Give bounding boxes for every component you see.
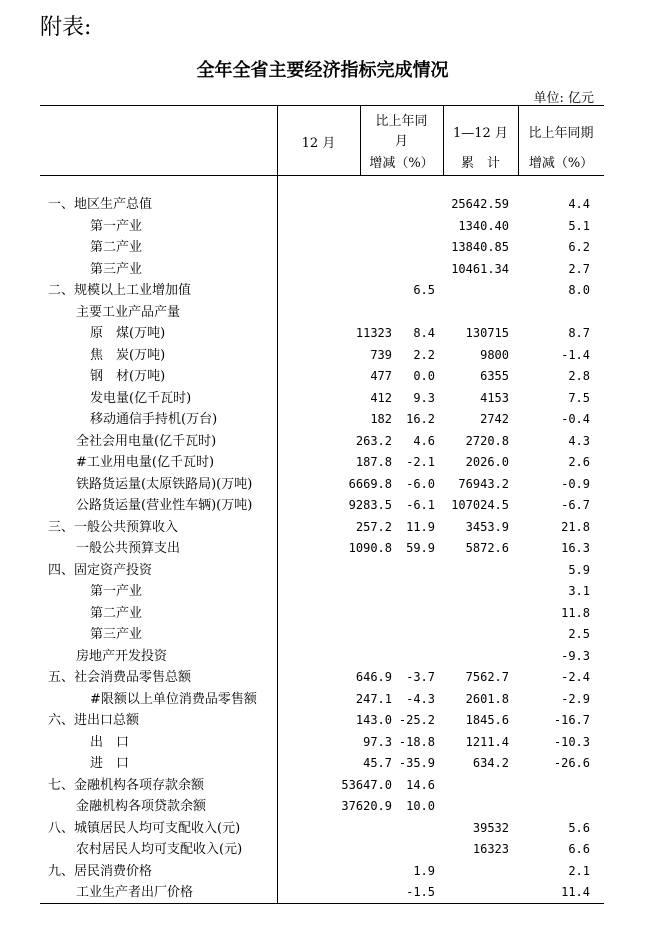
cell-cumulative-change: 5.9 — [568, 562, 590, 577]
header-month: 12 月 — [301, 136, 336, 151]
cell-cumulative: 2026.0 — [465, 455, 509, 469]
cell-month-change: 2.2 — [413, 347, 435, 362]
cell-month: 6669.8 — [348, 476, 392, 491]
row-label: #限额以上单位消费品零售额 — [90, 691, 257, 707]
row-label: 二、规模以上工业增加值 — [48, 283, 192, 298]
table-row — [40, 302, 604, 324]
cell-month-change: -35.9 — [398, 756, 435, 770]
cell-month: 412 — [370, 390, 392, 405]
appendix-label: 附表: — [40, 15, 92, 40]
row-label: 铁路货运量(太原铁路局)(万吨) — [76, 476, 253, 492]
cell-month: 53647.0 — [341, 777, 392, 792]
cell-cumulative-change: 2.1 — [568, 863, 590, 878]
cell-cumulative: 2742 — [480, 412, 509, 426]
cell-cumulative-change: -16.7 — [553, 713, 590, 727]
row-label: 农村居民人均可支配收入(元) — [76, 842, 243, 857]
header-cumulative: 1—12 月 — [453, 126, 508, 141]
row-label: 第一产业 — [90, 584, 143, 599]
row-label: 九、居民消费价格 — [48, 863, 153, 879]
cell-month-change: -3.7 — [406, 670, 435, 684]
table-row — [40, 345, 604, 367]
indicator-table-body — [40, 194, 604, 904]
cell-month-change: -25.2 — [398, 713, 435, 727]
cell-cumulative: 25642.59 — [451, 197, 509, 211]
cell-month: 187.8 — [355, 455, 392, 469]
table-top-rule — [40, 105, 604, 106]
row-label: 工业生产者出厂价格 — [76, 885, 194, 900]
unit-label: 单位: 亿元 — [533, 91, 594, 106]
cell-cumulative-change: 8.0 — [568, 283, 590, 297]
cell-cumulative: 107024.5 — [451, 498, 509, 512]
cell-month: 37620.9 — [341, 799, 392, 813]
table-row — [40, 538, 604, 560]
header-cumulative-change-unit: 增减（%） — [528, 156, 594, 171]
row-label: 第二产业 — [90, 240, 143, 255]
table-row — [40, 624, 604, 646]
cell-cumulative-change: 7.5 — [568, 390, 590, 405]
cell-month-change: 8.4 — [413, 326, 435, 340]
cell-cumulative-change: 5.1 — [568, 218, 590, 233]
row-label: 五、社会消费品零售总额 — [48, 670, 192, 685]
table-row — [40, 474, 604, 496]
cell-cumulative-change: 4.4 — [568, 197, 590, 211]
cell-month-change: -18.8 — [398, 734, 435, 749]
table-row — [40, 775, 604, 797]
cell-cumulative-change: 2.8 — [568, 369, 590, 383]
row-label: 四、固定资产投资 — [48, 562, 153, 578]
table-row — [40, 689, 604, 711]
cell-cumulative: 1845.6 — [465, 713, 509, 727]
cell-month: 646.9 — [355, 670, 392, 684]
cell-month: 257.2 — [355, 519, 392, 534]
cell-cumulative-change: -2.9 — [561, 691, 590, 706]
cell-month-change: 16.2 — [406, 412, 435, 426]
row-label: #工业用电量(亿千瓦时) — [76, 455, 215, 470]
cell-cumulative: 5872.6 — [465, 541, 509, 555]
cell-month-change: 4.6 — [413, 433, 435, 448]
cell-cumulative-change: -1.4 — [561, 347, 590, 362]
cell-month-change: -2.1 — [406, 455, 435, 469]
table-row — [40, 667, 604, 689]
header-cumulative-sub: 累 计 — [460, 156, 500, 171]
table-row — [40, 495, 604, 517]
cell-month: 263.2 — [355, 433, 392, 448]
row-label: 钢 材(万吨) — [90, 369, 166, 384]
cell-cumulative: 1211.4 — [465, 734, 509, 749]
cell-cumulative-change: 21.8 — [561, 519, 590, 534]
table-row — [40, 603, 604, 625]
row-label: 原 煤(万吨) — [90, 326, 166, 341]
table-row — [40, 560, 604, 582]
cell-cumulative-change: -0.4 — [561, 412, 590, 426]
cell-cumulative: 16323 — [472, 842, 509, 856]
cell-month-change: 59.9 — [406, 541, 435, 555]
cell-cumulative-change: 5.6 — [568, 820, 590, 835]
table-row — [40, 861, 604, 883]
table-row — [40, 796, 604, 818]
cell-month-change: -4.3 — [406, 691, 435, 706]
row-label: 八、城镇居民人均可支配收入(元) — [48, 820, 241, 836]
row-label: 进 口 — [90, 756, 130, 771]
row-label: 移动通信手持机(万台) — [90, 412, 218, 427]
cell-cumulative-change: 2.5 — [568, 627, 590, 641]
cell-cumulative-change: 16.3 — [561, 541, 590, 555]
row-label: 七、金融机构各项存款余额 — [48, 777, 205, 793]
cell-cumulative: 1340.40 — [458, 218, 509, 233]
cell-cumulative-change: -9.3 — [561, 648, 590, 663]
cell-month: 477 — [370, 369, 392, 383]
row-label: 第二产业 — [90, 605, 143, 621]
cell-cumulative-change: -6.7 — [561, 498, 590, 512]
row-label: 公路货运量(营业性车辆)(万吨) — [76, 498, 253, 513]
table-row — [40, 280, 604, 302]
table-row — [40, 409, 604, 431]
row-label: 第三产业 — [90, 627, 143, 642]
table-header-rule — [40, 175, 604, 176]
cell-cumulative: 9800 — [480, 347, 509, 362]
row-label: 一般公共预算支出 — [76, 541, 181, 556]
table-row — [40, 839, 604, 861]
table-row — [40, 581, 604, 603]
cell-month-change: 6.5 — [413, 283, 435, 297]
table-row — [40, 753, 604, 775]
cell-month: 11323 — [355, 326, 392, 340]
cell-month-change: 1.9 — [413, 863, 435, 878]
cell-month: 97.3 — [363, 734, 392, 749]
cell-cumulative-change: 11.4 — [561, 885, 590, 899]
table-row — [40, 259, 604, 281]
cell-cumulative: 2720.8 — [465, 433, 509, 448]
row-label: 第三产业 — [90, 261, 143, 277]
cell-cumulative: 39532 — [472, 820, 509, 835]
cell-cumulative-change: -26.6 — [553, 756, 590, 770]
cell-cumulative-change: 6.6 — [568, 842, 590, 856]
table-row — [40, 517, 604, 539]
row-label: 金融机构各项贷款余额 — [76, 799, 207, 814]
header-month-change-unit: 增减（%） — [369, 156, 434, 171]
cell-cumulative: 10461.34 — [451, 261, 509, 276]
row-label: 三、一般公共预算收入 — [48, 519, 179, 535]
cell-cumulative-change: -2.4 — [561, 670, 590, 684]
cell-cumulative-change: 2.7 — [568, 261, 590, 276]
row-label: 六、进出口总额 — [48, 713, 140, 728]
row-label: 出 口 — [90, 734, 130, 750]
cell-month: 1090.8 — [348, 541, 392, 555]
cell-cumulative-change: 8.7 — [568, 326, 590, 340]
table-row — [40, 710, 604, 732]
cell-cumulative: 2601.8 — [465, 691, 509, 706]
cell-cumulative: 3453.9 — [465, 519, 509, 534]
table-row — [40, 216, 604, 238]
cell-cumulative: 6355 — [480, 369, 509, 383]
cell-month-change: 11.9 — [406, 519, 435, 534]
cell-cumulative: 130715 — [465, 326, 509, 340]
cell-month-change: -6.1 — [406, 498, 435, 512]
row-label: 一、地区生产总值 — [48, 197, 153, 212]
cell-cumulative: 13840.85 — [451, 240, 509, 254]
cell-month-change: -6.0 — [406, 476, 435, 491]
cell-month-change: -1.5 — [406, 885, 435, 899]
cell-cumulative: 4153 — [480, 390, 509, 405]
cell-month: 45.7 — [363, 756, 392, 770]
table-row — [40, 431, 604, 453]
table-row — [40, 366, 604, 388]
cell-cumulative-change: -0.9 — [561, 476, 590, 491]
cell-cumulative: 76943.2 — [458, 476, 509, 491]
cell-cumulative-change: 3.1 — [568, 584, 590, 598]
table-row — [40, 818, 604, 840]
cell-cumulative-change: -10.3 — [553, 734, 590, 749]
table-row — [40, 882, 604, 904]
cell-month: 143.0 — [355, 713, 392, 727]
cell-cumulative-change: 2.6 — [568, 455, 590, 469]
row-label: 主要工业产品产量 — [76, 304, 181, 320]
row-label: 房地产开发投资 — [76, 648, 168, 664]
cell-month-change: 14.6 — [406, 777, 435, 792]
table-row — [40, 388, 604, 410]
row-label: 发电量(亿千瓦时) — [90, 390, 192, 406]
cell-month: 739 — [370, 347, 392, 362]
table-row — [40, 237, 604, 259]
page-title: 全年全省主要经济指标完成情况 — [196, 60, 449, 81]
cell-cumulative-change: 6.2 — [568, 240, 590, 254]
cell-cumulative-change: 4.3 — [568, 433, 590, 448]
table-row — [40, 646, 604, 668]
row-label: 焦 炭(万吨) — [90, 347, 166, 363]
cell-month-change: 0.0 — [413, 369, 435, 383]
cell-cumulative: 7562.7 — [465, 670, 509, 684]
table-row — [40, 323, 604, 345]
table-row — [40, 452, 604, 474]
cell-month-change: 10.0 — [406, 799, 435, 813]
row-label: 第一产业 — [90, 218, 143, 234]
cell-cumulative: 634.2 — [472, 756, 509, 770]
cell-month: 182 — [370, 412, 392, 426]
table-row — [40, 194, 604, 216]
table-row — [40, 732, 604, 754]
cell-cumulative-change: 11.8 — [561, 605, 590, 620]
cell-month: 9283.5 — [348, 498, 392, 512]
cell-month: 247.1 — [355, 691, 392, 706]
header-cumulative-change: 比上年同期 — [528, 126, 594, 141]
header-month-change-line1: 比上年同 — [375, 114, 428, 129]
header-month-change-line2: 月 — [394, 134, 408, 149]
cell-month-change: 9.3 — [413, 390, 435, 405]
row-label: 全社会用电量(亿千瓦时) — [76, 433, 217, 449]
